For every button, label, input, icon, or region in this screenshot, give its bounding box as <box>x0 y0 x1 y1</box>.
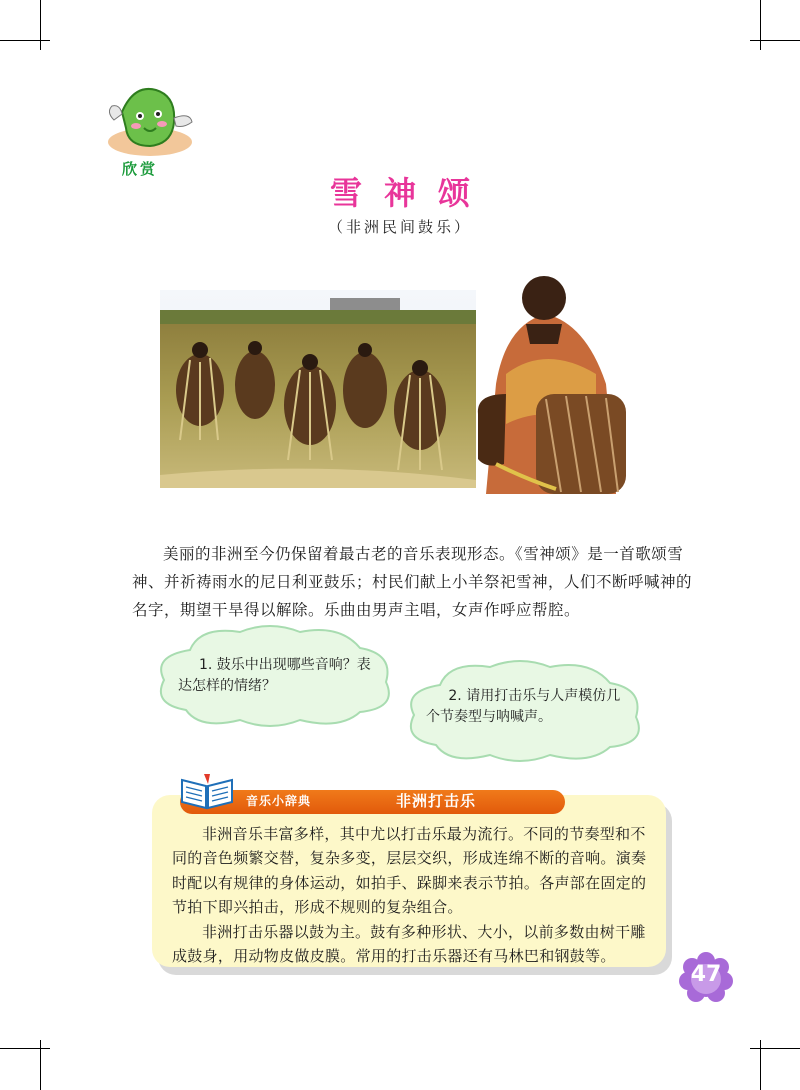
dancers-photo <box>160 290 476 488</box>
drummer-photo <box>466 264 632 494</box>
crop-mark <box>40 0 41 50</box>
dictionary-title: 非洲打击乐 <box>396 792 477 810</box>
question-1: 1. 鼓乐中出现哪些音响？表达怎样的情绪？ <box>178 657 371 694</box>
page-title: 雪神颂 <box>329 174 492 212</box>
page-number: 47 <box>690 962 722 987</box>
intro-paragraph: 美丽的非洲至今仍保留着最古老的音乐表现形态。《雪神颂》是一首歌颂雪神、并祈祷雨水的尼日利亚鼓乐；村民们献上小羊祭祀雪神，人们不断呼喊神的名字，期望干旱得以解除。乐曲由男声主唱，女声作呼应帮腔。 <box>132 545 693 619</box>
section-label: 欣赏 <box>122 160 159 178</box>
page-number-badge <box>676 951 736 1003</box>
page-subtitle: （非洲民间鼓乐） <box>327 218 472 236</box>
crop-mark <box>750 1048 800 1049</box>
green-mascot-icon <box>104 82 196 162</box>
dictionary-paragraph-1: 非洲音乐丰富多样，其中尤以打击乐最为流行。不同的节奏型和不同的音色频繁交替，复杂多变，层层交织，形成连绵不断的音响。演奏时配以有规律的身体运动，如拍手、跺脚来表示节拍。各声部在固定的节拍下即兴拍击，形成不规则的复杂组合。 <box>172 825 647 917</box>
crop-mark <box>0 1048 50 1049</box>
question-2: 2. 请用打击乐与人声模仿几个节奏型与呐喊声。 <box>426 688 621 725</box>
open-book-icon <box>178 770 236 810</box>
crop-mark <box>760 0 761 50</box>
crop-mark <box>0 40 50 41</box>
crop-mark <box>750 40 800 41</box>
dictionary-paragraph-2: 非洲打击乐器以鼓为主。鼓有多种形状、大小，以前多数由树干雕成鼓身，用动物皮做皮膜。常用的打击乐器还有马林巴和钢鼓等。 <box>172 922 646 966</box>
dictionary-body <box>172 822 654 968</box>
dictionary-banner <box>180 790 565 814</box>
dictionary-label: 音乐小辞典 <box>246 794 312 808</box>
